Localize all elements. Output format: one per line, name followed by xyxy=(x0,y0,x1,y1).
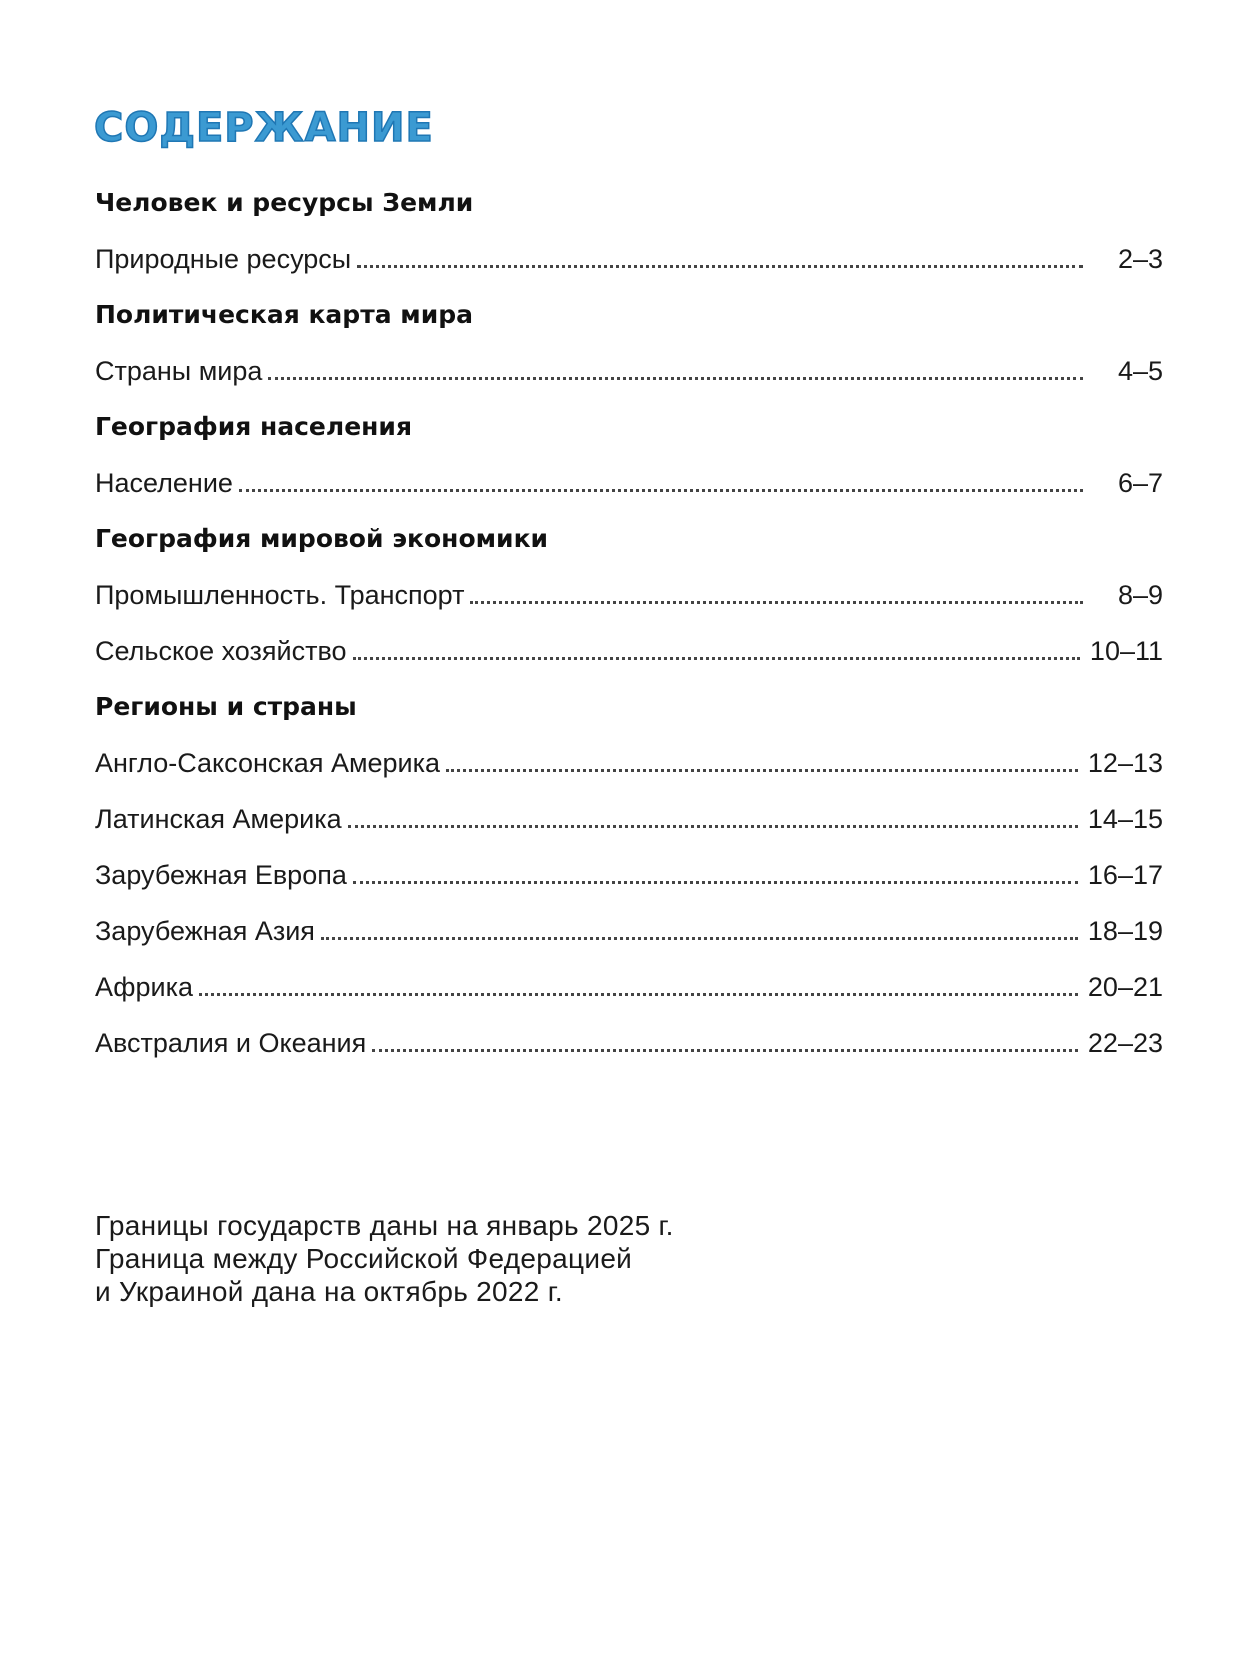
page-title: СОДЕРЖАНИЕ xyxy=(94,105,434,151)
toc-entry-label: Зарубежная Европа xyxy=(95,860,347,890)
toc-entry[interactable] xyxy=(95,581,1163,609)
toc-entry[interactable] xyxy=(95,861,1163,889)
section-heading: Человек и ресурсы Земли xyxy=(95,188,474,217)
toc-entry-label: Промышленность. Транспорт xyxy=(95,580,465,610)
dot-leader xyxy=(446,768,1078,772)
toc-entry[interactable] xyxy=(95,749,1163,777)
note-line: и Украиной дана на октябрь 2022 г. xyxy=(95,1276,563,1307)
toc-entry[interactable] xyxy=(95,805,1163,833)
toc-entry-label: Латинская Америка xyxy=(95,804,342,834)
toc-entry[interactable] xyxy=(95,973,1163,1001)
toc-entry-pages: 18–19 xyxy=(1087,916,1163,946)
section-heading: География населения xyxy=(95,412,412,441)
toc-entry-label: Страны мира xyxy=(95,356,263,386)
note-line: Граница между Российской Федерацией xyxy=(95,1243,633,1274)
toc-entry[interactable] xyxy=(95,917,1163,945)
toc-entry-pages: 12–13 xyxy=(1087,748,1163,778)
toc-entry-pages: 10–11 xyxy=(1089,636,1163,666)
toc-entry[interactable] xyxy=(95,637,1163,665)
toc-entry-pages: 20–21 xyxy=(1087,972,1163,1002)
toc-entry-label: Австралия и Океания xyxy=(95,1028,367,1058)
toc-entry-pages: 4–5 xyxy=(1117,356,1163,386)
dot-leader xyxy=(357,264,1083,268)
toc-entry[interactable] xyxy=(95,469,1163,497)
section-heading: Политическая карта мира xyxy=(95,300,473,329)
section-heading: Регионы и страны xyxy=(95,692,357,721)
dot-leader xyxy=(199,992,1078,996)
toc-entry-label: Население xyxy=(95,468,233,498)
table-of-contents xyxy=(95,189,1163,1085)
toc-entry-pages: 16–17 xyxy=(1087,860,1163,890)
dot-leader xyxy=(353,656,1080,660)
toc-entry[interactable] xyxy=(95,1029,1163,1057)
section-heading: География мировой экономики xyxy=(95,524,549,553)
borders-note xyxy=(95,1209,995,1308)
toc-entry-label: Африка xyxy=(95,972,194,1002)
toc-entry-pages: 14–15 xyxy=(1087,804,1163,834)
toc-entry-pages: 22–23 xyxy=(1087,1028,1163,1058)
dot-leader xyxy=(239,488,1083,492)
toc-entry[interactable] xyxy=(95,357,1163,385)
toc-entry-label: Англо-Саксонская Америка xyxy=(95,748,441,778)
dot-leader xyxy=(353,880,1078,884)
dot-leader xyxy=(268,376,1083,380)
dot-leader xyxy=(348,824,1078,828)
toc-entry-pages: 2–3 xyxy=(1117,244,1163,274)
toc-entry-label: Природные ресурсы xyxy=(95,244,352,274)
toc-entry[interactable] xyxy=(95,245,1163,273)
dot-leader xyxy=(372,1048,1078,1052)
toc-entry-pages: 6–7 xyxy=(1117,468,1163,498)
note-line: Границы государств даны на январь 2025 г. xyxy=(95,1210,674,1241)
toc-entry-pages: 8–9 xyxy=(1117,580,1163,610)
toc-entry-label: Зарубежная Азия xyxy=(95,916,315,946)
toc-entry-label: Сельское хозяйство xyxy=(95,636,347,666)
dot-leader xyxy=(321,936,1078,940)
dot-leader xyxy=(470,600,1083,604)
